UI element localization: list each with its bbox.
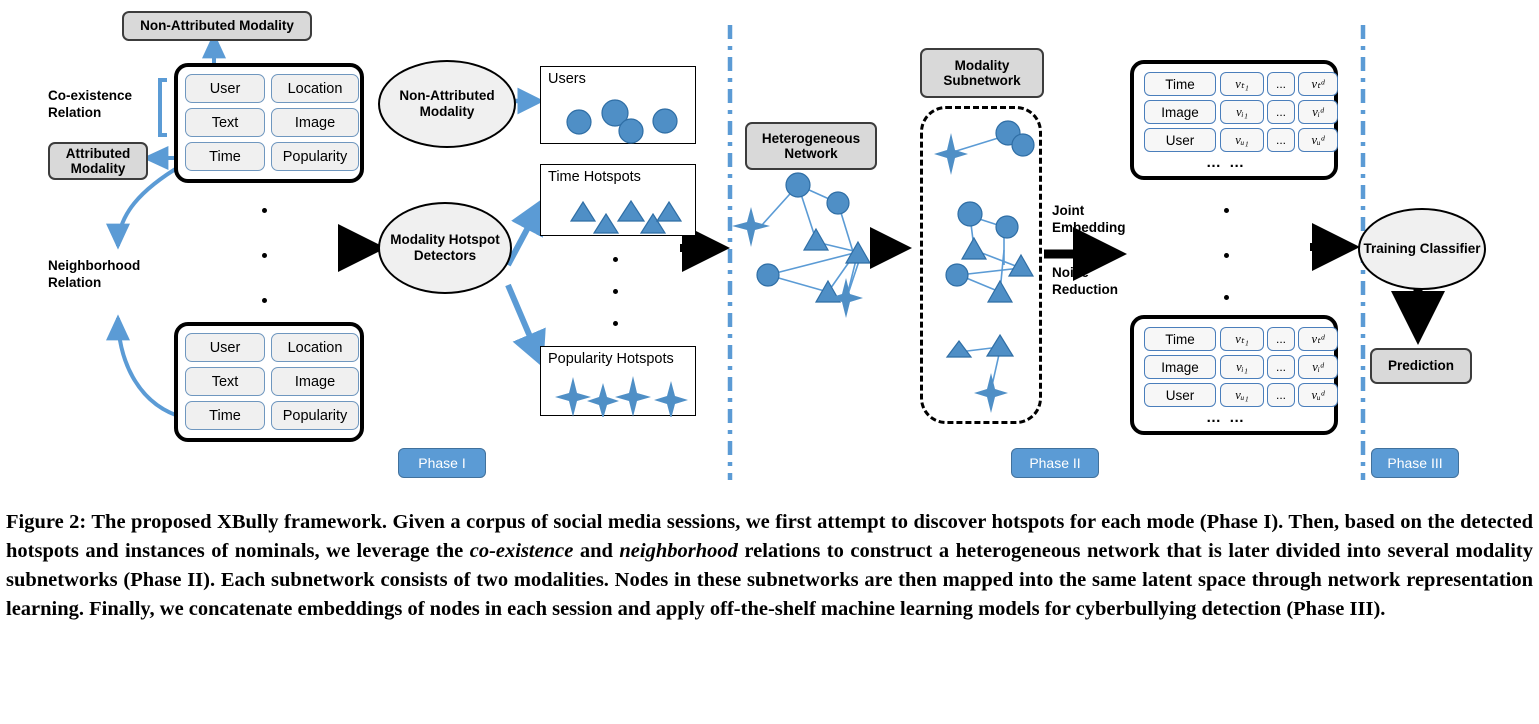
- modality-cell-image-top: Image: [271, 108, 359, 137]
- caption-part-2: and: [573, 540, 620, 563]
- embedding-row-name: Time: [1144, 72, 1216, 96]
- neighborhood-relation-label: Neighborhood Relation: [48, 258, 141, 290]
- embedding-cell-vd: vᵢᵈ: [1298, 355, 1338, 379]
- vertical-ellipsis-dot: [262, 298, 267, 303]
- arrow-detectors-to-popularity-hotspots: [508, 285, 540, 360]
- modality-cell-time-bottom: Time: [185, 401, 265, 430]
- caption-emphasis-neighborhood: neighborhood: [619, 540, 738, 563]
- noise-reduction-label: Noise Reduction: [1052, 265, 1118, 297]
- embedding-cell-mid: ...: [1267, 327, 1295, 351]
- modality-card-top: [174, 63, 364, 183]
- modality-cell-user-bottom: User: [185, 333, 265, 362]
- embedding-cell-v1: vₜ₁: [1220, 72, 1264, 96]
- modality-cell-location-top: Location: [271, 74, 359, 103]
- modality-cell-location-bottom: Location: [271, 333, 359, 362]
- embedding-cell-v1: vₜ₁: [1220, 327, 1264, 351]
- embedding-cell-vd: vᵢᵈ: [1298, 100, 1338, 124]
- vertical-ellipsis-dot: [613, 321, 618, 326]
- modality-cell-time-top: Time: [185, 142, 265, 171]
- modality-cell-text-bottom: Text: [185, 367, 265, 396]
- embedding-cell-vd: vₜᵈ: [1298, 72, 1338, 96]
- modality-cell-popularity-bottom: Popularity: [271, 401, 359, 430]
- arrow-detectors-to-time-hotspots: [508, 205, 540, 265]
- embedding-cell-v1: vᵢ₁: [1220, 100, 1264, 124]
- embedding-table-footer: … …: [1206, 154, 1247, 171]
- phase-badge-2: Phase II: [1011, 448, 1099, 478]
- vertical-ellipsis-dot: [613, 257, 618, 262]
- vertical-ellipsis-dot: [1224, 253, 1229, 258]
- embedding-cell-vd: vₜᵈ: [1298, 327, 1338, 351]
- vertical-ellipsis-dot: [613, 289, 618, 294]
- caption-part-3: relations to construct a heterogeneous network that is later divided into several modality subnetworks (Phase II). Each subnetwork consists of two modalities. Nodes in these subnetworks are then mapped into the same latent space through network representation learning. Finally, we concatenate embeddings of nodes in each session and apply off-the-shelf machine learning models for cyberbullying detection (Phase III).: [6, 540, 1533, 621]
- embedding-row-name: Time: [1144, 327, 1216, 351]
- embedding-cell-mid: ...: [1267, 100, 1295, 124]
- modality-cell-text-top: Text: [185, 108, 265, 137]
- non-attributed-modality-tag: Non-Attributed Modality: [122, 11, 312, 41]
- embedding-row-name: User: [1144, 128, 1216, 152]
- hotspot-box-users: [540, 66, 696, 144]
- modality-cell-popularity-top: Popularity: [271, 142, 359, 171]
- embedding-cell-mid: ...: [1267, 383, 1295, 407]
- prediction-tag: Prediction: [1370, 348, 1472, 384]
- modality-cell-image-bottom: Image: [271, 367, 359, 396]
- embedding-cell-v1: vᵤ₁: [1220, 383, 1264, 407]
- hotspot-box-title: Time Hotspots: [548, 169, 641, 185]
- vertical-ellipsis-dot: [262, 253, 267, 258]
- training-classifier-ellipse: Training Classifier: [1358, 208, 1486, 290]
- joint-embedding-label: Joint Embedding: [1052, 203, 1126, 235]
- embedding-cell-vd: vᵤᵈ: [1298, 383, 1338, 407]
- embedding-cell-v1: vᵢ₁: [1220, 355, 1264, 379]
- embedding-row-name: Image: [1144, 355, 1216, 379]
- embedding-table-bottom: [1130, 315, 1338, 435]
- figure-caption: [6, 508, 1533, 624]
- caption-part-1: The proposed XBully framework. Given a corpus of social media sessions, we first attempt to discover hotspots for each mode (Phase I). Then, based on the detected hotspots and instances of nominals, we leverage the: [6, 511, 1533, 563]
- heterogeneous-network-tag: Heterogeneous Network: [745, 122, 877, 170]
- hotspot-box-title: Users: [548, 71, 586, 87]
- attributed-modality-tag: Attributed Modality: [48, 142, 148, 180]
- hotspot-box-time: [540, 164, 696, 236]
- modality-subnetwork-container: [920, 106, 1042, 424]
- modality-card-bottom: [174, 322, 364, 442]
- embedding-table-top: [1130, 60, 1338, 180]
- modality-subnetwork-tag: Modality Subnetwork: [920, 48, 1044, 98]
- caption-label: Figure 2:: [6, 511, 87, 533]
- embedding-row-name: User: [1144, 383, 1216, 407]
- modality-hotspot-detectors-ellipse: Modality Hotspot Detectors: [378, 202, 512, 294]
- embedding-cell-mid: ...: [1267, 128, 1295, 152]
- hotspot-box-popularity: [540, 346, 696, 416]
- embedding-cell-mid: ...: [1267, 72, 1295, 96]
- embedding-cell-vd: vᵤᵈ: [1298, 128, 1338, 152]
- non-attributed-modality-ellipse: Non-Attributed Modality: [378, 60, 516, 148]
- vertical-ellipsis-dot: [262, 208, 267, 213]
- phase-badge-3: Phase III: [1371, 448, 1459, 478]
- co-existence-bracket: [160, 80, 167, 135]
- vertical-ellipsis-dot: [1224, 208, 1229, 213]
- heterogeneous-network-graph: [732, 173, 870, 318]
- caption-emphasis-co-existence: co-existence: [469, 540, 574, 563]
- phase-badge-1: Phase I: [398, 448, 486, 478]
- embedding-cell-v1: vᵤ₁: [1220, 128, 1264, 152]
- embedding-row-name: Image: [1144, 100, 1216, 124]
- modality-cell-user-top: User: [185, 74, 265, 103]
- hotspot-box-title: Popularity Hotspots: [548, 351, 674, 367]
- embedding-cell-mid: ...: [1267, 355, 1295, 379]
- vertical-ellipsis-dot: [1224, 295, 1229, 300]
- co-existence-relation-label: Co-existence Relation: [48, 88, 133, 120]
- embedding-table-footer: … …: [1206, 409, 1247, 426]
